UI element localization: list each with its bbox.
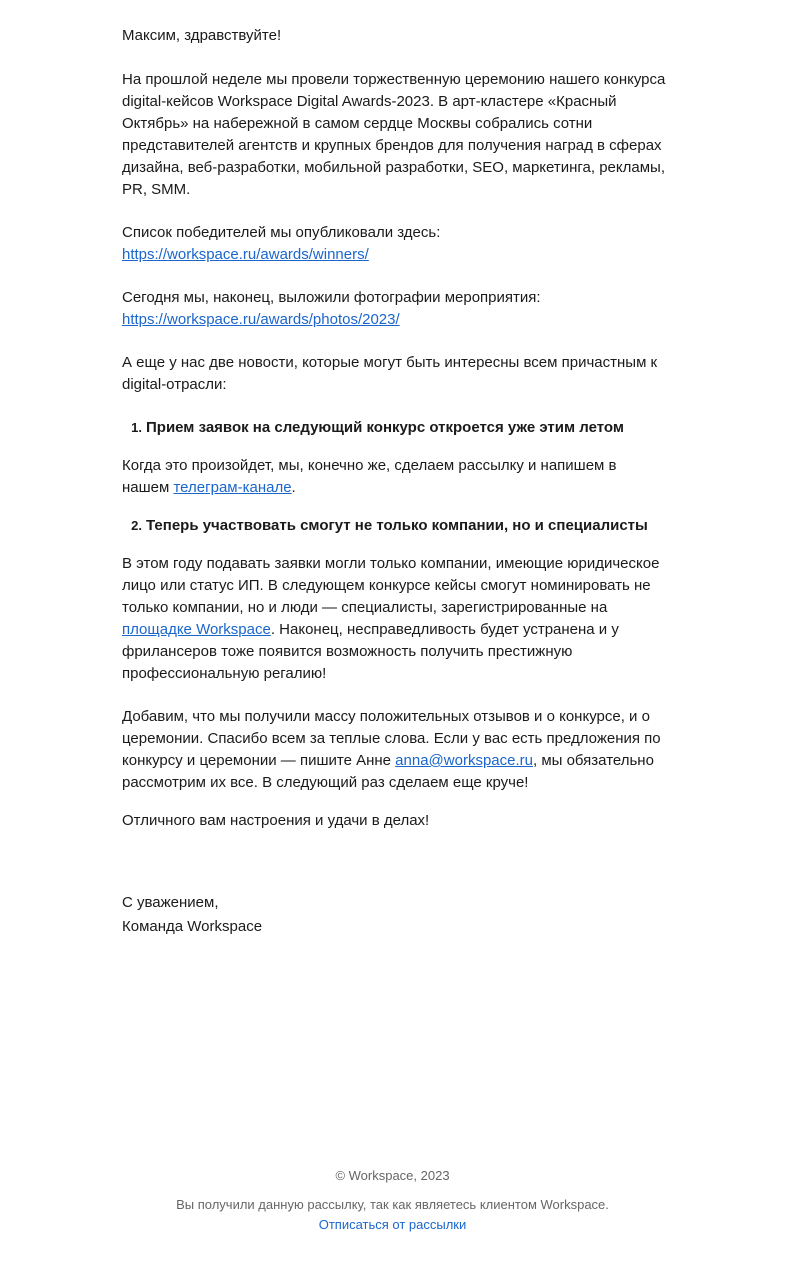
list-number: 1. <box>131 420 142 435</box>
intro-paragraph: На прошлой неделе мы провели торжественную церемонию нашего конкурса digital-кейсов Workspace Digital Awards-2023. В арт-кластере «Красный Октябрь» на набережной в самом сердце Москвы собрались сотни представителей агентств и крупных брендов для получения наград в сферах дизайна, веб-разработки, мобильной разработки, SEO, маркетинга, рекламы, PR, SMM. <box>122 71 666 198</box>
photos-text: Сегодня мы, наконец, выложили фотографии мероприятия: <box>122 289 541 306</box>
body-text: , мы обязательно рассмотрим их все. В следующий раз сделаем еще круче! <box>122 752 654 791</box>
footer-copyright: © Workspace, 2023 <box>335 1168 450 1183</box>
unsubscribe-link[interactable]: Отписаться от рассылки <box>318 1217 467 1232</box>
list-number: 2. <box>131 518 142 533</box>
footer-unsubscribe-wrap <box>0 1215 785 1235</box>
news-intro: А еще у нас две новости, которые могут быть интересны всем причастным к digital-отрасли: <box>122 354 658 393</box>
winners-text: Список победителей мы опубликовали здесь: <box>122 224 441 241</box>
list-item-title: Теперь участвовать смогут не только компании, но и специалисты <box>146 517 648 534</box>
email-body <box>122 25 667 939</box>
news-item-1-body <box>122 455 667 499</box>
workspace-platform-link[interactable]: площадке Workspace <box>122 621 271 638</box>
list-item-title: Прием заявок на следующий конкурс откроется уже этим летом <box>146 419 624 436</box>
photos-link[interactable]: https://workspace.ru/awards/photos/2023/ <box>122 311 400 328</box>
anna-email-link[interactable]: anna@workspace.ru <box>395 752 533 769</box>
telegram-channel-link[interactable]: телеграм-канале <box>173 479 292 496</box>
body-text: В этом году подавать заявки могли только компании, имеющие юридическое лицо или статус ИП. В следующем конкурсе кейсы смогут номинировать не только компании, но и люди — специалисты, зарегистрированные на <box>122 555 660 616</box>
news-item-1-title <box>122 417 667 439</box>
body-text: . <box>291 479 296 496</box>
body-text: Когда это произойдет, мы, конечно же, сделаем рассылку и напишем в нашем <box>122 457 617 496</box>
greeting: Максим, здравствуйте! <box>122 27 282 44</box>
winners-link[interactable]: https://workspace.ru/awards/winners/ <box>122 246 369 263</box>
spacer <box>122 832 667 891</box>
body-text: . Наконец, несправедливость будет устранена и у фрилансеров тоже появится возможность получить престижную профессиональную регалию! <box>122 621 619 682</box>
footer-reason: Вы получили данную рассылку, так как являетесь клиентом Workspace. <box>176 1197 609 1212</box>
feedback-paragraph <box>122 706 667 794</box>
photos-paragraph <box>122 287 667 331</box>
winners-paragraph <box>122 222 667 266</box>
signature-line-1: С уважением, <box>122 894 219 911</box>
wish-text: Отличного вам настроения и удачи в делах! <box>122 812 430 829</box>
signature <box>122 891 667 939</box>
body-text: Добавим, что мы получили массу положительных отзывов и о конкурсе, и о церемонии. Спасибо всем за теплые слова. Если у вас есть предложения по конкурсу и церемонии — пишите Анне <box>122 708 661 769</box>
signature-line-2: Команда Workspace <box>122 918 263 935</box>
news-item-2-title <box>122 515 667 537</box>
news-item-2-body <box>122 553 667 685</box>
